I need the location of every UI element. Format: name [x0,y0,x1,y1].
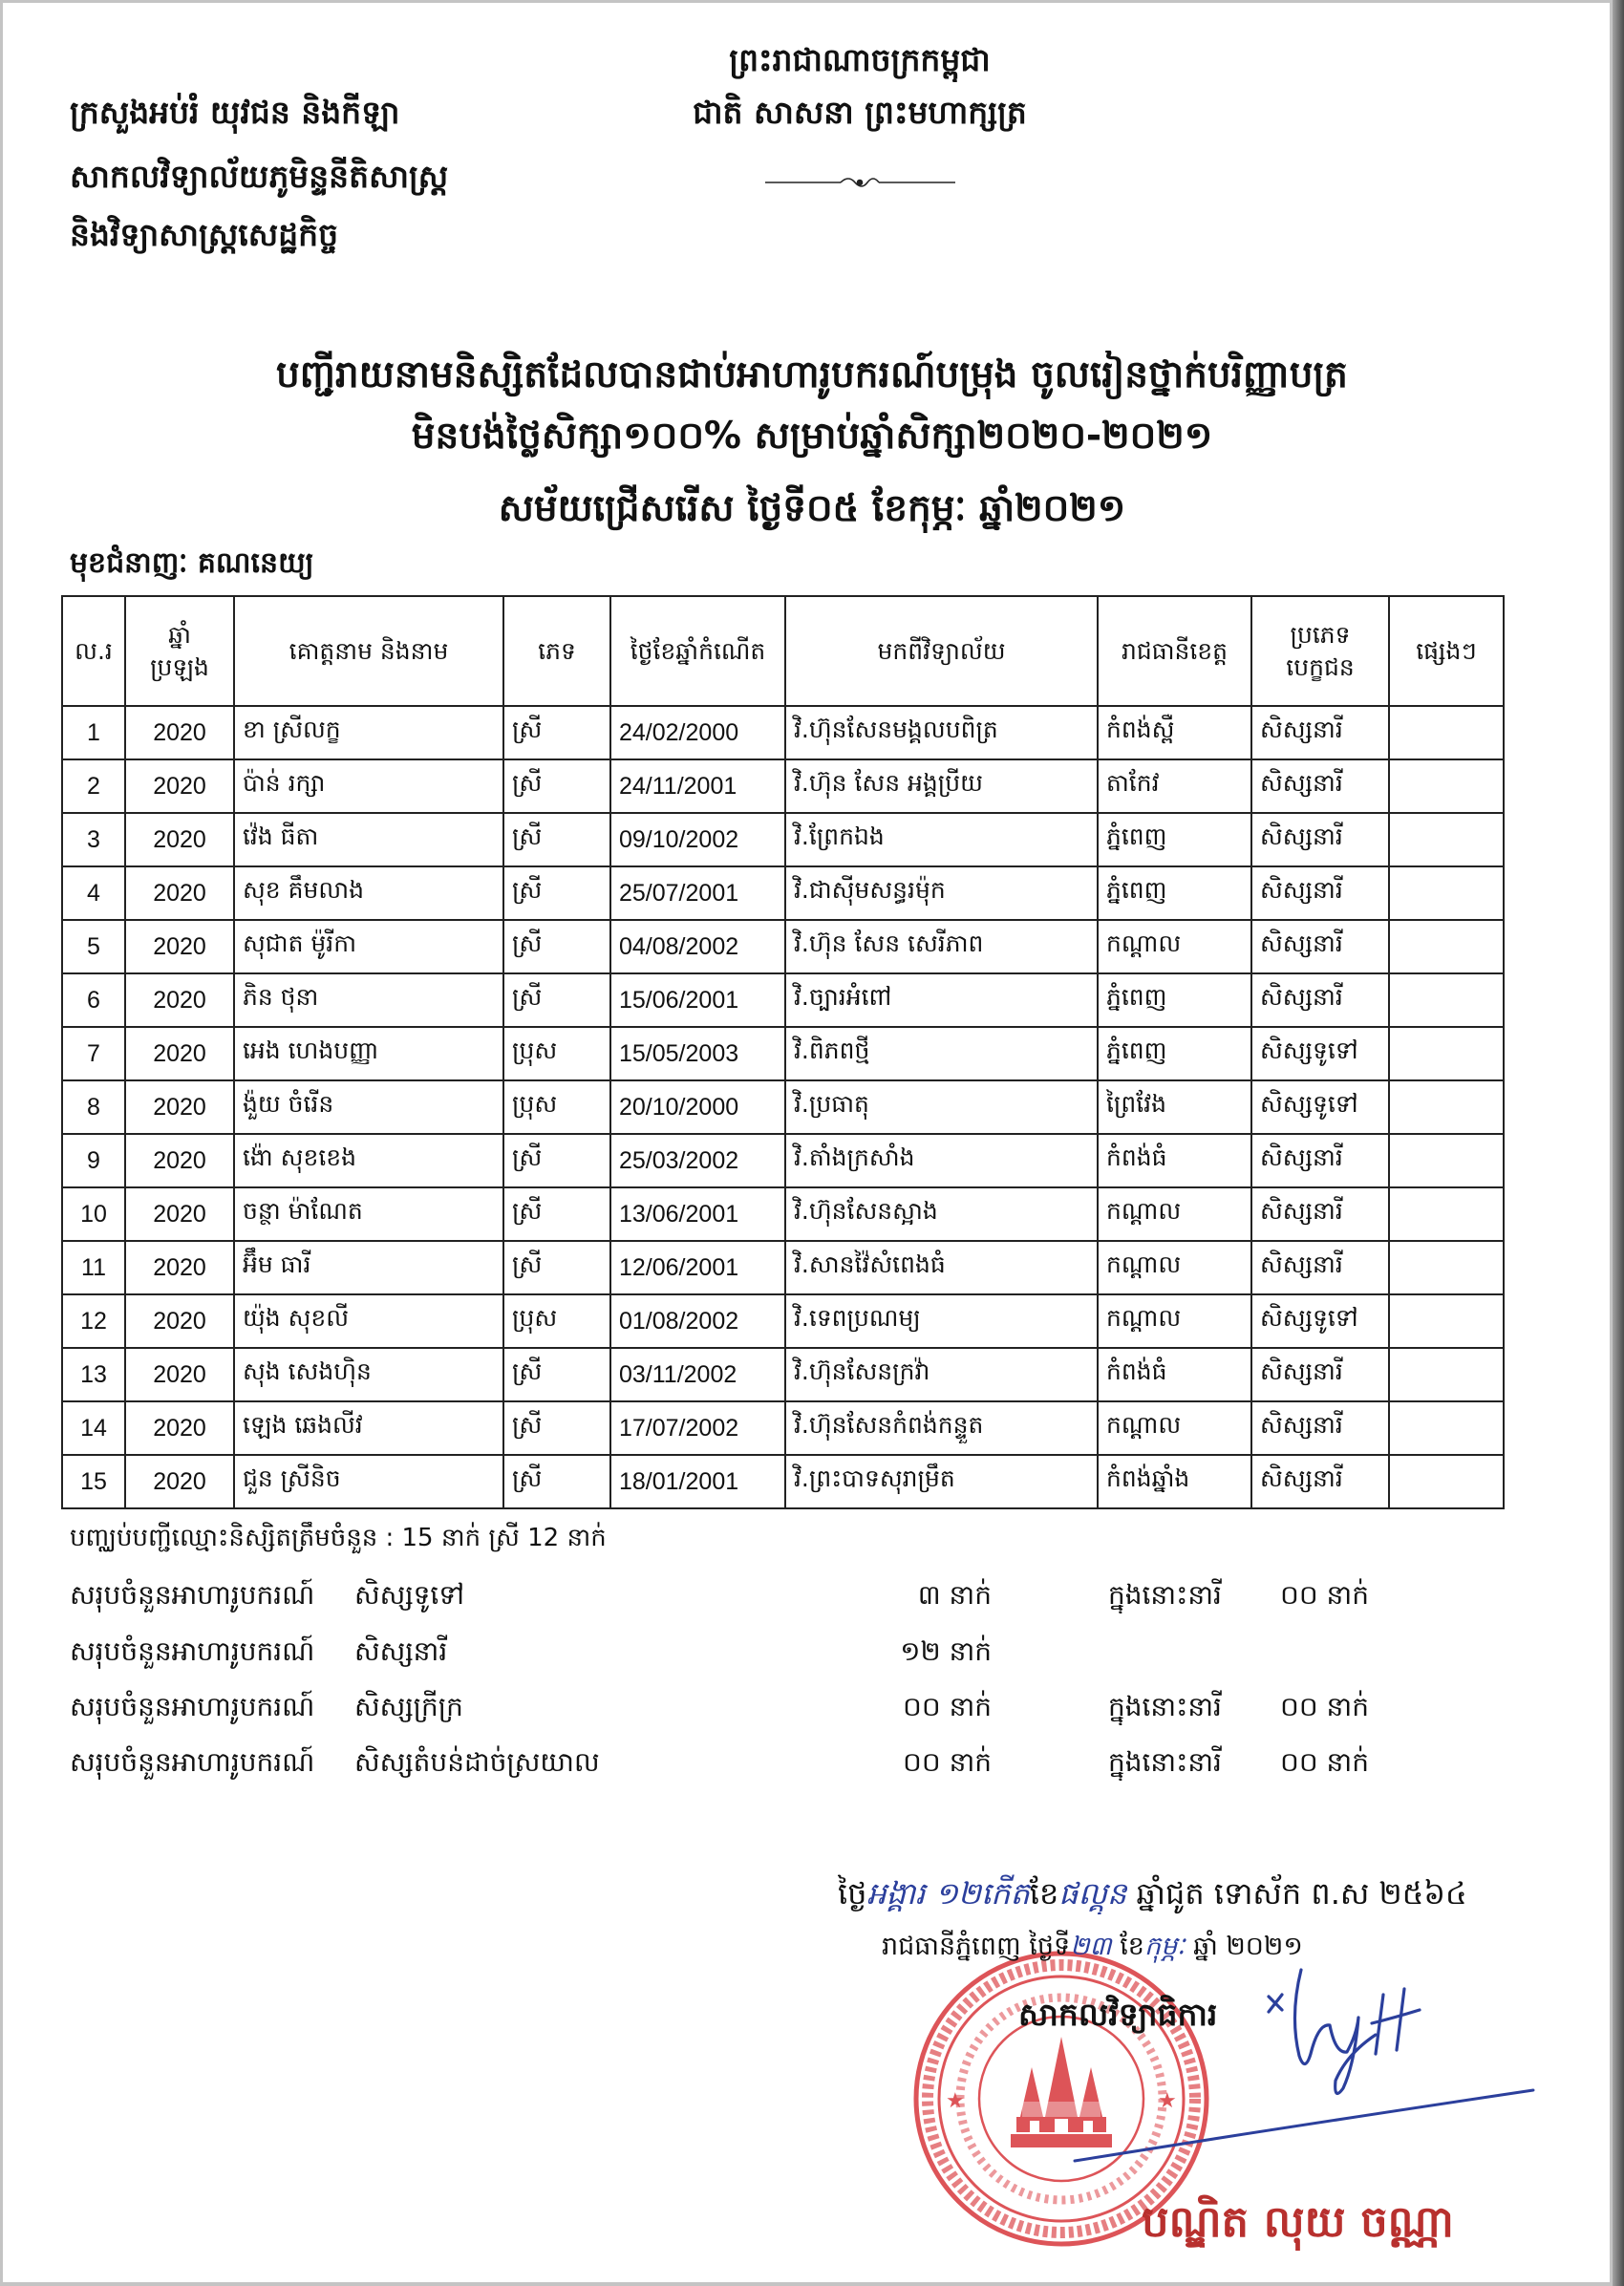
other-cell [1389,1455,1504,1508]
candidate-type-cell: សិស្សនារី [1251,1241,1389,1294]
summary-female-label: ក្នុងនោះនារី [1108,1691,1222,1722]
candidate-type-cell: សិស្សទូទៅ [1251,1080,1389,1134]
row-number-cell: 10 [62,1187,125,1241]
birth-date-cell: 03/11/2002 [610,1348,785,1401]
high-school-cell: វិ.ជាស៊ីមសន្ធរម៉ុក [785,866,1098,920]
exam-year-cell: 2020 [125,759,234,813]
row-number-cell: 6 [62,973,125,1027]
row-number-cell: 14 [62,1401,125,1455]
candidate-type-cell: សិស្សទូទៅ [1251,1294,1389,1348]
solar-date-prefix: រាជធានីភ្នំពេញ ថ្ងៃទី [882,1932,1071,1961]
birth-date-cell: 12/06/2001 [610,1241,785,1294]
summary-female-count: ០០ នាក់ [1280,1746,1369,1778]
column-header-candidate-type: ប្រភេទ បេក្ខជន [1251,596,1389,706]
province-cell: ព្រៃវែង [1098,1080,1251,1134]
scholarship-table [61,595,1505,1509]
student-name-cell: យ៉ុង សុខលី [234,1294,503,1348]
solar-month-handwritten: កុម្ភៈ [1143,1932,1186,1961]
candidate-type-cell: សិស្សនារី [1251,813,1389,866]
summary-female-label: ក្នុងនោះនារី [1108,1579,1222,1611]
birth-date-cell: 15/06/2001 [610,973,785,1027]
title-line3: សម័យជ្រើសរើស ថ្ងៃទី០៥ ខែកុម្ភៈ ឆ្នាំ២០២១ [498,487,1126,530]
sex-cell: ប្រុស [503,1294,610,1348]
birth-date-cell: 13/06/2001 [610,1187,785,1241]
birth-date-cell: 20/10/2000 [610,1080,785,1134]
summary-count: ១២ នាក់ [900,1635,992,1667]
row-number-cell: 2 [62,759,125,813]
student-name-cell: ជួន ស្រីនិច [234,1455,503,1508]
exam-year-cell: 2020 [125,1027,234,1080]
lunar-day-handwritten: អង្គារ ១២កើត [866,1875,1030,1912]
other-cell [1389,1348,1504,1401]
province-cell: កំពង់ធំ [1098,1348,1251,1401]
birth-date-cell: 24/11/2001 [610,759,785,813]
exam-year-cell: 2020 [125,1294,234,1348]
birth-date-cell: 17/07/2002 [610,1401,785,1455]
column-header-sex: ភេទ [503,596,610,706]
province-cell: ភ្នំពេញ [1098,1027,1251,1080]
high-school-cell: វិ.ព្រះបាទសុរាម្រឹត [785,1455,1098,1508]
solar-date-line [882,1930,1474,1964]
table-row [62,1294,1504,1348]
student-name-cell: អេង ហេងបញ្ញា [234,1027,503,1080]
summary-category: សិស្សនារី [354,1635,448,1667]
high-school-cell: វិ.ព្រែកឯង [785,813,1098,866]
province-cell: កណ្ដាល [1098,920,1251,973]
summary-count: ៣ នាក់ [917,1579,992,1611]
summary-category: សិស្សទូទៅ [354,1579,464,1611]
table-header-row [62,596,1504,706]
high-school-cell: វិ.ហ៊ុនសែនកំពង់កន្ទួត [785,1401,1098,1455]
column-header-province: រាជធានីខេត្ត [1098,596,1251,706]
row-number-cell: 12 [62,1294,125,1348]
exam-year-cell: 2020 [125,1241,234,1294]
exam-year-cell: 2020 [125,973,234,1027]
sex-cell: ស្រី [503,813,610,866]
summary-female-label: ក្នុងនោះនារី [1108,1746,1222,1778]
table-row [62,759,1504,813]
row-number-cell: 11 [62,1241,125,1294]
sex-cell: ស្រី [503,1241,610,1294]
exam-year-cell: 2020 [125,1348,234,1401]
student-name-cell: ប៉ាន់ រក្សា [234,759,503,813]
exam-year-cell: 2020 [125,866,234,920]
row-number-cell: 15 [62,1455,125,1508]
exam-year-cell: 2020 [125,1401,234,1455]
summary-female-count: ០០ នាក់ [1280,1579,1369,1611]
other-cell [1389,1080,1504,1134]
summary-label: សរុបចំនួនអាហារូបករណ៍ [70,1691,315,1722]
other-cell [1389,1401,1504,1455]
candidate-type-cell: សិស្សនារី [1251,1348,1389,1401]
high-school-cell: វិ.ហ៊ុនសែនក្រវ៉ា [785,1348,1098,1401]
birth-date-cell: 04/08/2002 [610,920,785,973]
table-row [62,813,1504,866]
sex-cell: ស្រី [503,759,610,813]
row-number-cell: 9 [62,1134,125,1187]
other-cell [1389,759,1504,813]
table-row [62,1080,1504,1134]
province-cell: កំពង់ស្ពឺ [1098,706,1251,759]
title-line2: មិនបង់ថ្លៃសិក្សា១០០% សម្រាប់ឆ្នាំសិក្សា២០២០-២០២១ [411,415,1213,458]
high-school-cell: វិ.ហ៊ុន សែន សេរីភាព [785,920,1098,973]
exam-year-cell: 2020 [125,1080,234,1134]
column-header-number: ល.រ [62,596,125,706]
table-row [62,1401,1504,1455]
summary-category: សិស្សតំបន់ដាច់ស្រយាល [354,1746,600,1778]
student-name-cell: ឡេង ឆេងលីវ [234,1401,503,1455]
province-cell: ភ្នំពេញ [1098,813,1251,866]
birth-date-cell: 01/08/2002 [610,1294,785,1348]
sex-cell: ប្រុស [503,1080,610,1134]
province-cell: ភ្នំពេញ [1098,973,1251,1027]
student-name-cell: សុជាត ម៉ូរីកា [234,920,503,973]
high-school-cell: វិ.ពិភពថ្មី [785,1027,1098,1080]
student-name-cell: អ៊ឹម ធារី [234,1241,503,1294]
exam-year-cell: 2020 [125,706,234,759]
province-cell: កំពង់ឆ្នាំង [1098,1455,1251,1508]
table-row [62,1134,1504,1187]
other-cell [1389,1134,1504,1187]
other-cell [1389,1241,1504,1294]
column-header-high-school: មកពីវិទ្យាល័យ [785,596,1098,706]
province-cell: កណ្ដាល [1098,1294,1251,1348]
province-cell: តាកែវ [1098,759,1251,813]
sex-cell: ស្រី [503,1455,610,1508]
sex-cell: ស្រី [503,973,610,1027]
high-school-cell: វិ.ហ៊ុនសែនមង្គលបពិត្រ [785,706,1098,759]
summary-label: សរុបចំនួនអាហារូបករណ៍ [70,1579,315,1611]
exam-year-cell: 2020 [125,920,234,973]
other-cell [1389,866,1504,920]
column-header-birth-date: ថ្ងៃខែឆ្នាំកំណើត [610,596,785,706]
candidate-type-cell: សិស្សនារី [1251,866,1389,920]
candidate-type-cell: សិស្សទូទៅ [1251,1027,1389,1080]
kingdom-heading: ព្រះរាជាណាចក្រកម្ពុជា [729,41,991,78]
candidate-type-cell: សិស្សនារី [1251,1455,1389,1508]
other-cell [1389,920,1504,973]
table-row [62,1187,1504,1241]
column-header-other: ផ្សេងៗ [1389,596,1504,706]
row-number-cell: 1 [62,706,125,759]
sex-cell: ស្រី [503,1348,610,1401]
student-name-cell: វ៉េង ធីតា [234,813,503,866]
other-cell [1389,973,1504,1027]
province-cell: កណ្ដាល [1098,1241,1251,1294]
table-row [62,866,1504,920]
student-name-cell: ង៉ួយ ចំរើន [234,1080,503,1134]
candidate-type-cell: សិស្សនារី [1251,920,1389,973]
high-school-cell: វិ.តាំងក្រសាំង [785,1134,1098,1187]
row-number-cell: 5 [62,920,125,973]
lunar-month-prefix: ខែ [1029,1875,1059,1912]
other-cell [1389,1187,1504,1241]
student-name-cell: ភិន ថុនា [234,973,503,1027]
list-closing-note: បញ្ឈប់បញ្ជីឈ្មោះនិស្សិតត្រឹមចំនួន : 15 នាក់ ស្រី 12 នាក់ [70,1524,607,1552]
stamp-star-left: ★ [946,2089,965,2113]
birth-date-cell: 18/01/2001 [610,1455,785,1508]
row-number-cell: 8 [62,1080,125,1134]
candidate-type-cell: សិស្សនារី [1251,1134,1389,1187]
row-number-cell: 3 [62,813,125,866]
lunar-year-text: ឆ្នាំជូត ទោស័ក ព.ស ២៥៦៤ [1136,1875,1467,1912]
high-school-cell: វិ.សានវ៉ៃសំពេងធំ [785,1241,1098,1294]
scan-edge [1613,0,1624,2286]
summary-female-count: ០០ នាក់ [1280,1691,1369,1722]
table-row [62,706,1504,759]
exam-year-cell: 2020 [125,813,234,866]
stamp-star-right: ★ [1158,2089,1177,2113]
ministry-name: ក្រសួងអប់រំ យុវជន និងកីឡា [70,94,400,131]
student-name-cell: ង៉ោ សុខខេង [234,1134,503,1187]
birth-date-cell: 25/03/2002 [610,1134,785,1187]
candidate-type-cell: សិស្សនារី [1251,973,1389,1027]
solar-month-prefix: ខែ [1120,1932,1144,1961]
summary-category: សិស្សក្រីក្រ [354,1691,463,1722]
other-cell [1389,1294,1504,1348]
candidate-type-cell: សិស្សនារី [1251,1187,1389,1241]
table-row [62,1241,1504,1294]
table-body [62,706,1504,1508]
lunar-date-prefix: ថ្ងៃ [838,1875,867,1912]
lunar-month-handwritten: ផល្គុន [1058,1875,1127,1912]
other-cell [1389,706,1504,759]
province-cell: ភ្នំពេញ [1098,866,1251,920]
signatory-title: សាកលវិទ្យាធិការ [1018,1996,1218,2033]
university-name-line2: និងវិទ្យាសាស្ត្រសេដ្ឋកិច្ច [70,216,339,253]
university-name-line1: សាកលវិទ្យាល័យភូមិន្ទនីតិសាស្ត្រ [70,158,449,195]
summary-label: សរុបចំនួនអាហារូបករណ៍ [70,1746,315,1778]
sex-cell: ស្រី [503,1134,610,1187]
sex-cell: ស្រី [503,866,610,920]
candidate-type-cell: សិស្សនារី [1251,706,1389,759]
birth-date-cell: 25/07/2001 [610,866,785,920]
table-row [62,920,1504,973]
table-row [62,1027,1504,1080]
signatory-name: បណ្ឌិត លុយ ចណ្ណា [1142,2196,1454,2247]
table-row [62,1348,1504,1401]
solar-year-text: ឆ្នាំ ២០២១ [1193,1932,1303,1961]
student-name-cell: ខា ស្រីលក្ខ [234,706,503,759]
solar-day-handwritten: ២៣ [1070,1932,1112,1961]
summary-count: ០០ នាក់ [903,1746,992,1778]
province-cell: កណ្ដាល [1098,1187,1251,1241]
sex-cell: ស្រី [503,1401,610,1455]
summary-count: ០០ នាក់ [903,1691,992,1722]
sex-cell: ស្រី [503,706,610,759]
column-header-exam-year: ឆ្នាំ ប្រឡង [125,596,234,706]
column-header-name: គោត្តនាម និងនាម [234,596,503,706]
table-row [62,973,1504,1027]
high-school-cell: វិ.ច្បារអំពៅ [785,973,1098,1027]
student-name-cell: សុខ គឹមលាង [234,866,503,920]
high-school-cell: វិ.ហ៊ុន សែន អង្គប្រីយ [785,759,1098,813]
exam-year-cell: 2020 [125,1455,234,1508]
table-row [62,1455,1504,1508]
candidate-type-cell: សិស្សនារី [1251,1401,1389,1455]
province-cell: កំពង់ធំ [1098,1134,1251,1187]
exam-year-cell: 2020 [125,1134,234,1187]
other-cell [1389,813,1504,866]
national-motto: ជាតិ សាសនា ព្រះមហាក្សត្រ [693,94,1027,131]
birth-date-cell: 24/02/2000 [610,706,785,759]
sex-cell: ស្រី [503,1187,610,1241]
title-line1: បញ្ជីរាយនាមនិស្សិតដែលបានជាប់អាហារូបករណ៍បម្រុង ចូលរៀនថ្នាក់បរិញ្ញាបត្រ [276,353,1348,396]
sex-cell: ប្រុស [503,1027,610,1080]
province-cell: កណ្ដាល [1098,1401,1251,1455]
birth-date-cell: 15/05/2003 [610,1027,785,1080]
birth-date-cell: 09/10/2002 [610,813,785,866]
major-label: មុខជំនាញៈ គណនេយ្យ [70,546,314,580]
high-school-cell: វិ.ទេពប្រណម្យ [785,1294,1098,1348]
summary-label: សរុបចំនួនអាហារូបករណ៍ [70,1635,315,1667]
sex-cell: ស្រី [503,920,610,973]
lunar-date-line [838,1873,1506,1914]
candidate-type-cell: សិស្សនារី [1251,759,1389,813]
student-name-cell: ចន្ថា ម៉ាណែត [234,1187,503,1241]
high-school-cell: វិ.ហ៊ុនសែនស្អាង [785,1187,1098,1241]
student-name-cell: សុង សេងហ៊ិន [234,1348,503,1401]
row-number-cell: 4 [62,866,125,920]
other-cell [1389,1027,1504,1080]
exam-year-cell: 2020 [125,1187,234,1241]
row-number-cell: 13 [62,1348,125,1401]
row-number-cell: 7 [62,1027,125,1080]
high-school-cell: វិ.ប្រធាតុ [785,1080,1098,1134]
